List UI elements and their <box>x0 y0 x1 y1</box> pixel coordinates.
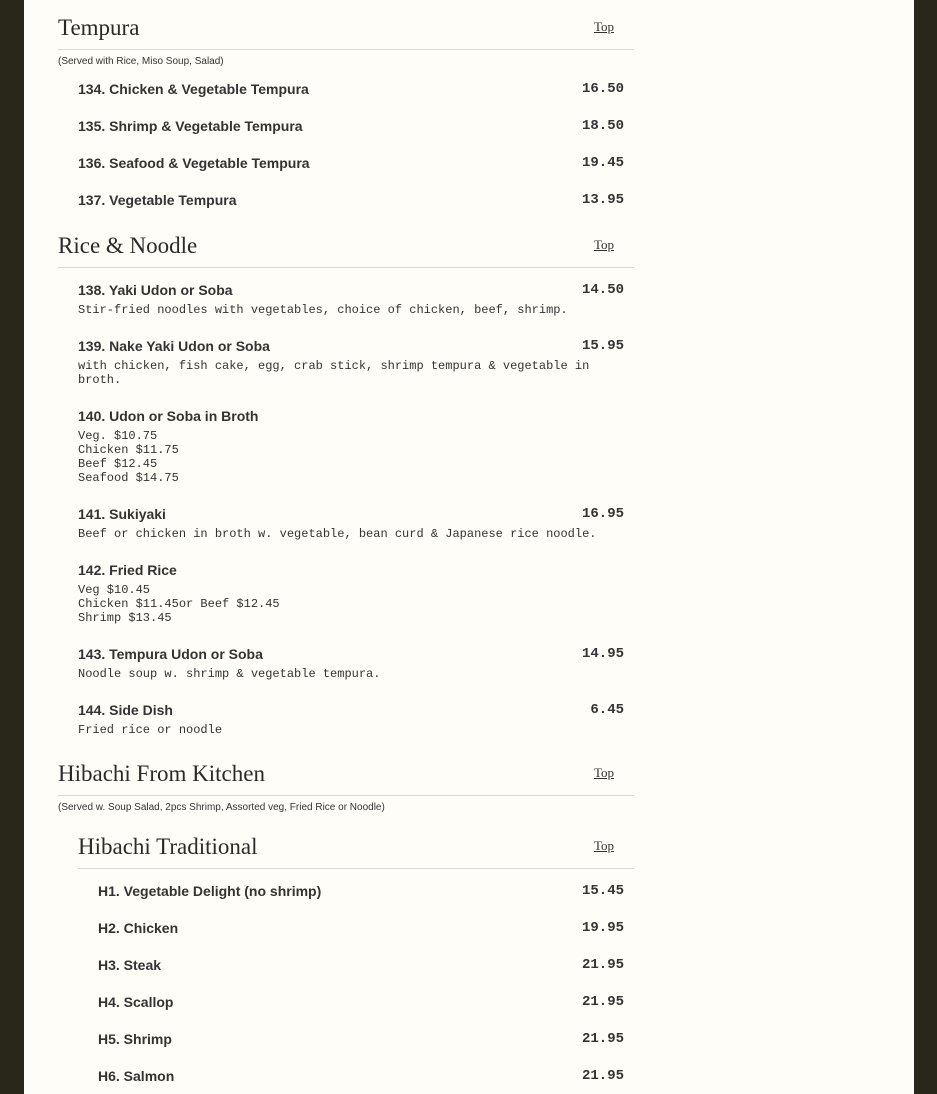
menu-item <box>58 645 634 681</box>
item-name: 143. Tempura Udon or Soba <box>78 646 263 662</box>
item-name: H6. Salmon <box>98 1068 175 1084</box>
section-header-hibachi-traditional <box>78 833 634 869</box>
item-description: Veg $10.45 Chicken $11.45or Beef $12.45 Shrimp $13.45 <box>78 583 280 625</box>
menu-item <box>58 701 634 737</box>
item-name: H1. Vegetable Delight (no shrimp) <box>98 883 322 899</box>
section-title: Rice & Noodle <box>58 233 198 258</box>
item-name: 138. Yaki Udon or Soba <box>78 282 233 298</box>
section-title: Tempura <box>58 15 140 40</box>
menu-item <box>58 191 634 209</box>
item-name: 137. Vegetable Tempura <box>78 192 237 208</box>
menu-item <box>58 561 634 625</box>
item-price: 16.95 <box>581 506 624 522</box>
item-name: 135. Shrimp & Vegetable Tempura <box>78 118 303 134</box>
item-description: Noodle soup w. shrimp & vegetable tempura. <box>78 667 381 681</box>
section-note: (Served with Rice, Miso Soup, Salad) <box>58 56 224 67</box>
item-name: H2. Chicken <box>98 920 179 936</box>
menu-item <box>78 993 634 1011</box>
menu-item <box>58 505 634 541</box>
item-price: 14.95 <box>581 646 624 662</box>
item-description: Veg. $10.75 Chicken $11.75 Beef $12.45 Seafood $14.75 <box>78 429 179 485</box>
section-header-hibachi <box>58 760 634 796</box>
menu-item <box>58 154 634 172</box>
section-title: Hibachi From Kitchen <box>58 761 265 786</box>
top-link[interactable]: Top <box>593 838 614 853</box>
item-price: 21.95 <box>581 1031 624 1047</box>
item-price: 19.45 <box>581 155 624 171</box>
menu-item <box>58 281 634 317</box>
item-name: H4. Scallop <box>98 994 174 1010</box>
item-price: 21.95 <box>581 957 624 973</box>
section-header-rice-noodle <box>58 232 634 268</box>
item-name: 142. Fried Rice <box>78 562 177 578</box>
section-note: (Served w. Soup Salad, 2pcs Shrimp, Assorted veg, Fried Rice or Noodle) <box>58 802 385 813</box>
menu-item <box>58 117 634 135</box>
item-price: 19.95 <box>581 920 624 936</box>
top-link[interactable]: Top <box>593 765 614 780</box>
menu-panel <box>24 0 914 1094</box>
item-price: 15.45 <box>581 883 624 899</box>
menu-item <box>78 1030 634 1048</box>
item-price: 21.95 <box>581 994 624 1010</box>
menu-item <box>58 80 634 98</box>
section-title: Hibachi Traditional <box>78 834 258 859</box>
item-name: 134. Chicken & Vegetable Tempura <box>78 81 309 97</box>
menu-item <box>78 919 634 937</box>
item-price: 13.95 <box>581 192 624 208</box>
item-price: 6.45 <box>590 702 624 718</box>
menu-item <box>58 337 634 387</box>
item-price: 16.50 <box>581 81 624 97</box>
menu-item <box>78 956 634 974</box>
menu-content <box>58 0 634 1085</box>
item-name: 136. Seafood & Vegetable Tempura <box>78 155 310 171</box>
item-name: 144. Side Dish <box>78 702 173 718</box>
menu-item <box>58 407 634 485</box>
item-description: Fried rice or noodle <box>78 723 223 737</box>
subsection-hibachi-traditional <box>78 833 634 1085</box>
menu-item <box>78 1067 634 1085</box>
item-price: 18.50 <box>581 118 624 134</box>
top-link[interactable]: Top <box>593 237 614 252</box>
item-price: 15.95 <box>581 338 624 354</box>
item-name: 139. Nake Yaki Udon or Soba <box>78 338 270 354</box>
top-link[interactable]: Top <box>593 19 614 34</box>
item-name: H5. Shrimp <box>98 1031 172 1047</box>
item-description: with chicken, fish cake, egg, crab stick, shrimp tempura & vegetable in broth. <box>78 359 590 387</box>
menu-item <box>78 882 634 900</box>
item-price: 21.95 <box>581 1068 624 1084</box>
item-name: 140. Udon or Soba in Broth <box>78 408 259 424</box>
item-price: 14.50 <box>581 282 624 298</box>
item-description: Beef or chicken in broth w. vegetable, bean curd & Japanese rice noodle. <box>78 527 597 541</box>
item-name: H3. Steak <box>98 957 162 973</box>
section-header-tempura <box>58 0 634 50</box>
item-name: 141. Sukiyaki <box>78 506 166 522</box>
item-description: Stir-fried noodles with vegetables, choice of chicken, beef, shrimp. <box>78 303 568 317</box>
